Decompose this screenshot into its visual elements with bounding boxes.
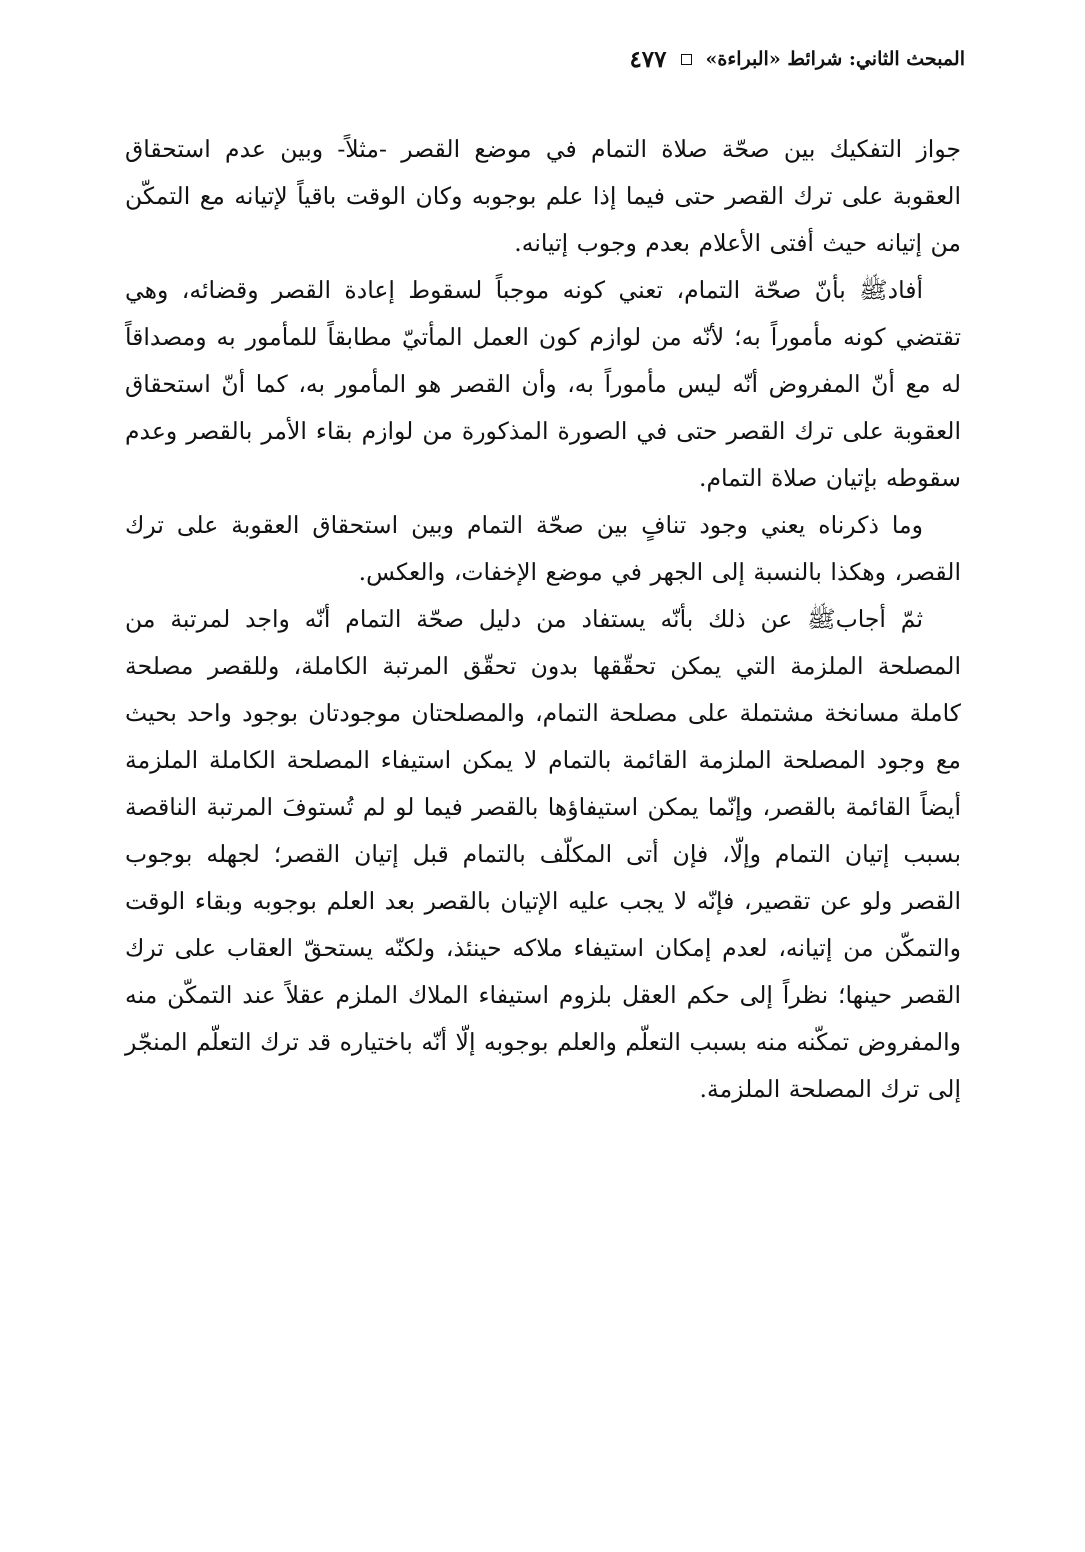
body-text xyxy=(125,126,961,1113)
page-number: ٤٧٧ xyxy=(629,45,667,73)
paragraph-3: وما ذكرناه يعني وجود تنافٍ بين صحّة التمام وبين استحقاق العقوبة على ترك القصر، وهكذا بالنسبة إلى الجهر في موضع الإخفات، والعكس. xyxy=(125,511,961,586)
paragraph-2: أفادﷺ بأنّ صحّة التمام، تعني كونه موجباً لسقوط إعادة القصر وقضائه، وهي تقتضي كونه مأموراً به؛ لأنّه من لوازم كون العمل المأتيّ مطابقاً للمأمور به ومصداقاً له مع أنّ المفروض أنّه ليس مأموراً به، وأن القصر هو المأمور به، كما أنّ استحقاق العقوبة على ترك القصر حتى في الصورة المذكورة من لوازم بقاء الأمر بالقصر وعدم سقوطه بإتيان صلاة التمام. xyxy=(125,276,961,492)
square-separator-icon xyxy=(681,54,692,65)
paragraph-1: جواز التفكيك بين صحّة صلاة التمام في موضع القصر -مثلاً- وبين عدم استحقاق العقوبة على ترك القصر حتى فيما إذا علم بوجوبه وكان الوقت باقياً لإتيانه مع التمكّن من إتيانه حيث أفتى الأعلام بعدم وجوب إتيانه. xyxy=(125,135,961,257)
running-header xyxy=(120,44,965,74)
paragraph-4: ثمّ أجابﷺ عن ذلك بأنّه يستفاد من دليل صحّة التمام أنّه واجد لمرتبة من المصلحة الملزمة التي يمكن تحقّقها بدون تحقّق المرتبة الكاملة، وللقصر مصلحة كاملة مسانخة مشتملة على مصلحة التمام، والمصلحتان موجودتان بوجود واحد بحيث مع وجود المصلحة الملزمة القائمة بالتمام لا يمكن استيفاء المصلحة الكاملة الملزمة أيضاً القائمة بالقصر، وإنّما يمكن استيفاؤها بالقصر فيما لو لم تُستوفَ المرتبة الناقصة بسبب إتيان التمام وإلّا، فإن أتى المكلّف بالتمام قبل إتيان القصر؛ لجهله بوجوب القصر ولو عن تقصير، فإنّه لا يجب عليه الإتيان بالقصر بعد العلم بوجوبه وبقاء الوقت والتمكّن من إتيانه، لعدم إمكان استيفاء ملاكه حينئذ، ولكنّه يستحقّ العقاب على ترك القصر حينها؛ نظراً إلى حكم العقل بلزوم استيفاء الملاك الملزم عقلاً عند التمكّن منه والمفروض تمكّنه منه بسبب التعلّم والعلم بوجوبه إلّا أنّه باختياره قد ترك التعلّم المنجّر إلى ترك المصلحة الملزمة. xyxy=(125,605,961,1103)
chapter-title: المبحث الثاني: شرائط «البراءة» xyxy=(705,48,965,70)
